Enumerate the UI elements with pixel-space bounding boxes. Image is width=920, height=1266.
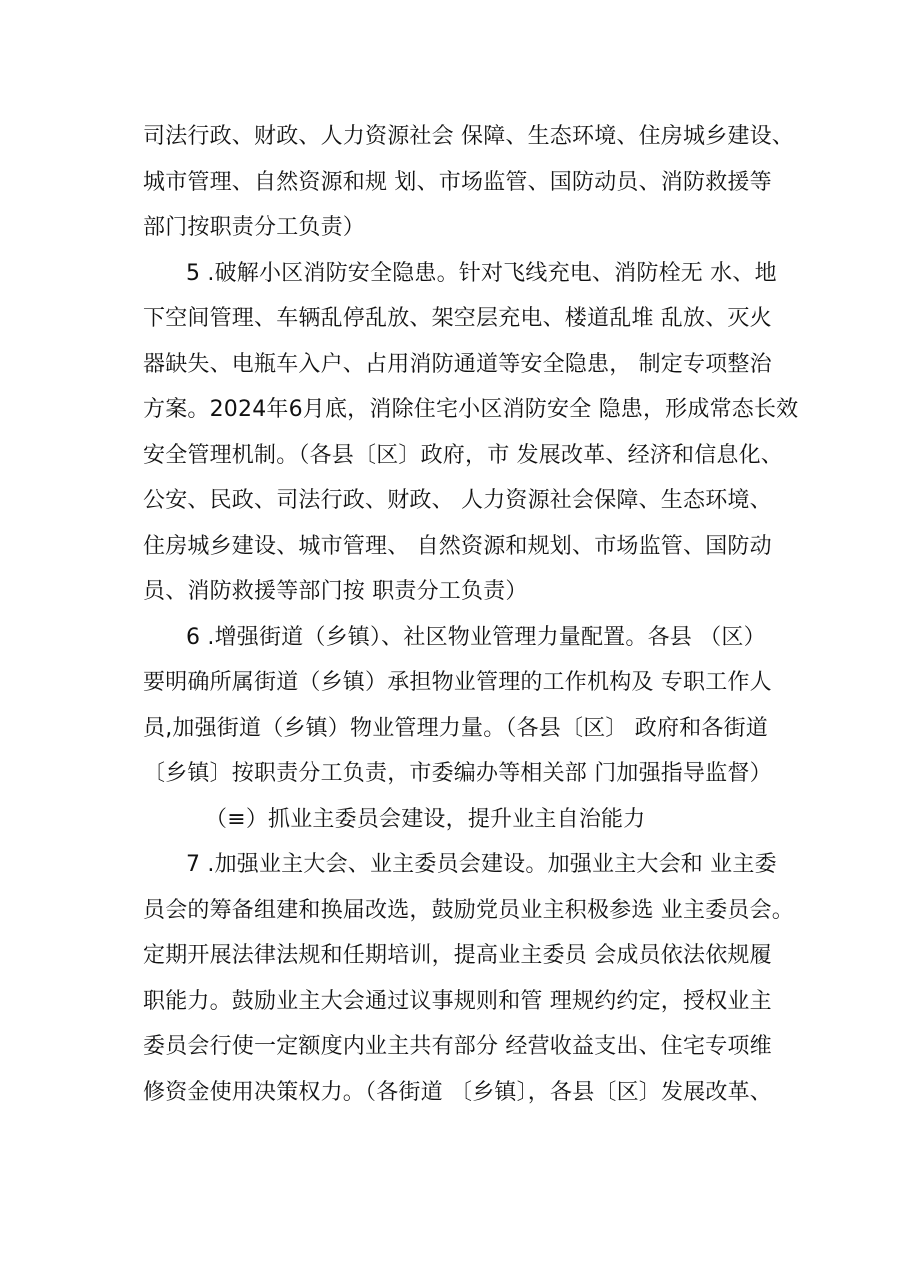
text-line: 方案。2024年6月底，消除住宅小区消防安全 隐患，形成常态长效 — [143, 397, 799, 422]
text-line: 员,加强街道（乡镇）物业管理力量。（各县〔区〕 政府和各街道 — [143, 715, 768, 741]
text-line: 公安、民政、司法行政、财政、 人力资源社会保障、生态环境、 — [143, 488, 772, 513]
text-line: 定期开展法律法规和任期培训，提高业主委员 会成员依法依规履 — [143, 943, 772, 968]
text-line: 器缺失、电瓶车入户、占用消防通道等安全隐患， 制定专项整治 — [143, 351, 772, 377]
text-line: 司法行政、财政、人力资源社会 保障、生态环境、住房城乡建设、 — [143, 124, 794, 149]
text-line: 下空间管理、车辆乱停乱放、架空层充电、楼道乱堆 乱放、灭火 — [143, 306, 772, 331]
text-line: 城市管理、自然资源和规 划、市场监管、国防动员、消防救援等 — [143, 169, 772, 195]
text-line: 安全管理机制。（各县〔区〕政府，市 发展改革、经济和信息化、 — [143, 442, 783, 468]
text-line: 职能力。鼓励业主大会通过议事规则和管 理规约约定，授权业主 — [143, 988, 772, 1014]
text-line: 部门按职责分工负责） — [143, 215, 366, 240]
text-line: 委员会行使一定额度内业主共有部分 经营收益支出、住宅专项维 — [143, 1034, 772, 1059]
text-line: 〔乡镇〕按职责分工负责，市委编办等相关部 门加强指导监督） — [143, 761, 772, 786]
section-heading: （≡）抓业主委员会建设，提升业主自治能力 — [205, 806, 646, 832]
document-body — [0, 114, 920, 1115]
text-line: 员会的筹备组建和换届改选，鼓励党员业主积极参选 业主委员会。 — [143, 897, 794, 923]
text-line: 员、消防救援等部门按 职责分工负责） — [143, 579, 528, 604]
text-line: 要明确所属街道（乡镇）承担物业管理的工作机构及 专职工作人 — [143, 670, 772, 695]
paragraph-5-start: 5 .破解小区消防安全隐患。针对飞线充电、消防栓无 水、地 — [186, 260, 777, 286]
text-line: 修资金使用决策权力。（各街道 〔乡镇〕，各县〔区〕发展改革、 — [143, 1079, 772, 1105]
paragraph-7-start: 7 .加强业主大会、业主委员会建设。加强业主大会和 业主委 — [186, 852, 777, 877]
text-line: 住房城乡建设、城市管理、 自然资源和规划、市场监管、国防动 — [143, 533, 772, 559]
paragraph-6-start: 6 .增强街道（乡镇）、社区物业管理力量配置。各县 （区） — [186, 624, 766, 650]
